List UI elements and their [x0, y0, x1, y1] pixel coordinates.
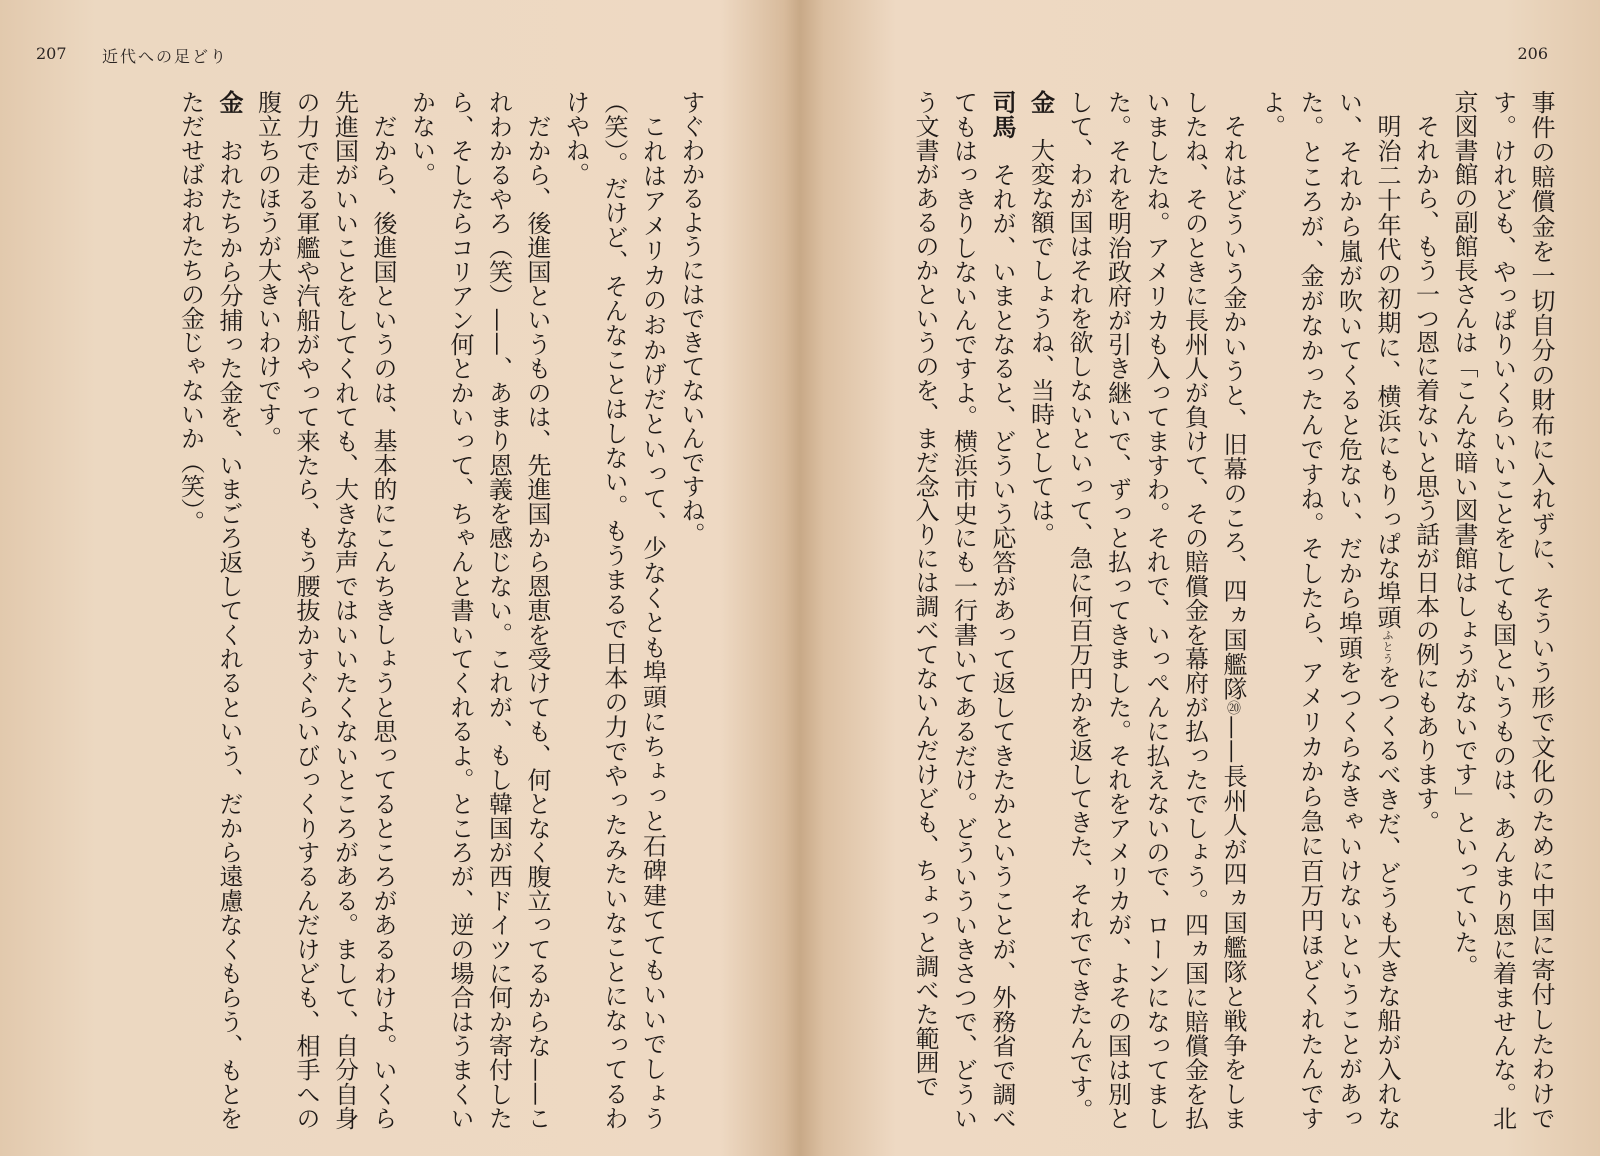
- paragraph: すぐわかるようにはできてないんですね。: [677, 90, 705, 546]
- paragraph: それから、もう一つ恩に着ないと思う話が日本の例にもあります。: [1411, 114, 1440, 834]
- dialogue-kin: [171, 90, 248, 1130]
- paragraph: [1252, 90, 1406, 1130]
- page-number-right: 206: [1517, 44, 1548, 63]
- paragraph: これはアメリカのおかげだといって、少なくとも埠頭にちょっと石碑建ててもいいでしょう（笑）。だけど、そんなことはしない。もうまるで日本の力でやったみたいなことになってるわけやね。: [561, 90, 667, 1130]
- speaker-remark: おれたちから分捕った金を、いまごろ返してくれるという、だから遠慮なくもらう、もとをただせばおれたちの金じゃないか（笑）。: [176, 90, 243, 1131]
- speaker-label-shiba: 司馬: [988, 90, 1016, 139]
- left-page-text: [140, 90, 710, 1130]
- left-page: [0, 0, 790, 1156]
- dialogue-shiba: [906, 90, 1022, 1130]
- paragraph: [1060, 90, 1253, 1130]
- speaker-label-kin: 金: [215, 90, 243, 115]
- running-title: 近代への足どり: [102, 47, 229, 66]
- paragraph-text: をつくるべきだ、どうも大きな船が入れない、それから嵐が吹いてくると危ない、だから埠頭をつくらなきゃいけないということがあった。ところが、金がなかったんですね。そしたら、アメリカから急に百万円ほどくれたんですよ。: [1257, 90, 1401, 1131]
- paragraph-text: 明治二十年代の初期に、横浜にもりっぱな埠頭: [1373, 114, 1401, 630]
- right-page: [805, 0, 1600, 1156]
- footnote-marker: ⑳: [1225, 700, 1241, 716]
- page-number-left: 207: [36, 44, 67, 63]
- speaker-remark: それが、いまとなると、どういう応答があって返してきたかということが、外務省で調べてもはっきりしないんですよ。横浜市史にも一行書いてあるだけ。どういういきさつで、どういう文書があるのかというのを、まだ念入りには調べてないんだけども、ちょっと調べた範囲で: [911, 90, 1016, 1131]
- speaker-remark: 大変な額でしょうね、当時としては。: [1026, 138, 1055, 546]
- paragraph: 事件の賠償金を一切自分の財布に入れずに、そういう形で文化のために中国に寄付したわけです。けれども、やっぱりいくらいいことをしても国というものは、あんまり恩に着ませんな。北京図書館の副館長さんは「こんな暗い図書館はしょうがないです」といっていた。: [1450, 90, 1555, 1131]
- paragraph: だから、後進国というのは、基本的にこんちきしょうと思ってるところがあるわけよ。いくら先進国がいいことをしてくれても、大きな声ではいいたくないところがある。まして、自分自身の力で走る軍艦や汽船がやって来たら、もう腰抜かすぐらいびっくりするんだけども、相手への腹立ちのほうが大きいわけです。: [253, 90, 397, 1130]
- paragraph-text: それはどういう金かいうと、旧幕のころ、四ヵ国艦隊: [1219, 114, 1247, 701]
- paragraph-text: ——長州人が四ヵ国艦隊と戦争をしましたね、そのときに長州人が負けて、その賠償金を幕府が払ったでしょう。四ヵ国に賠償金を払いましたね。アメリカも入ってますわ。それで、いっぺんに払えないので、ローンになってました。それを明治政府が引き継いで、ずっと払ってきました。それをアメリカが、よその国は別として、わが国はそれを欲しないといって、急に何百万円かを返してきた、それでできたんです。: [1065, 90, 1247, 1131]
- paragraph: だから、後進国というものは、先進国から恩恵を受けても、何となく腹立ってるからな——これわかるやろ（笑）——、あまり恩義を感じない。これが、もし韓国が西ドイツに何か寄付したら、そしたらコリアン何とかいって、ちゃんと書いてくれるよ。ところが、逆の場合はうまくいかない。: [407, 90, 551, 1131]
- ruby-reading: ふとう: [1381, 629, 1394, 665]
- dialogue-kin: [1021, 90, 1060, 1130]
- speaker-label-kin: 金: [1026, 90, 1055, 114]
- right-page-text: [911, 90, 1560, 1131]
